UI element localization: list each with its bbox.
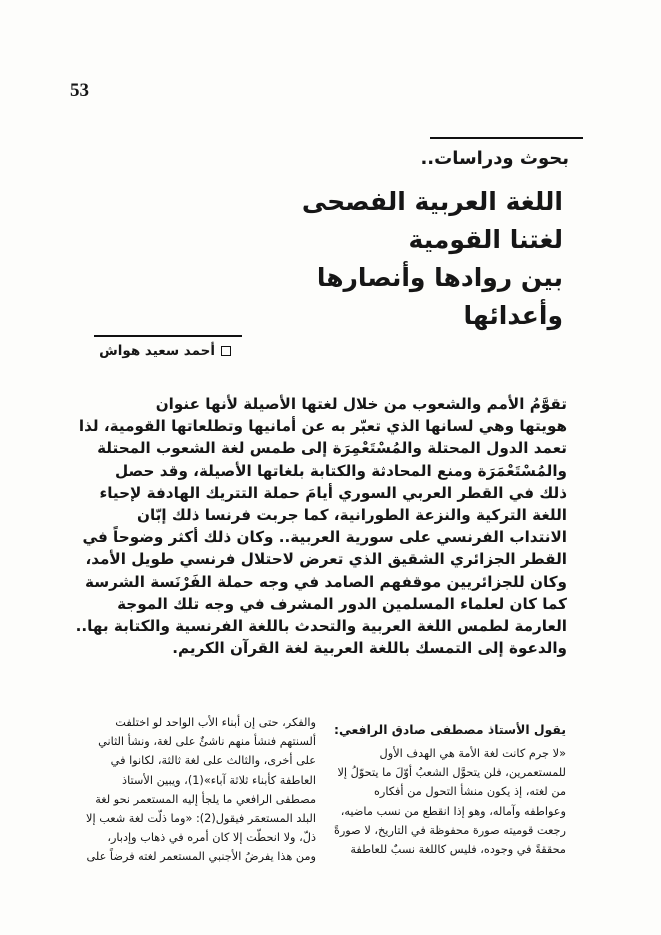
lead-line: كما كان لعلماء المسلمين الدور المشرف في وجه تلك الموجة: [117, 594, 567, 613]
lead-line: العارمة لطمس اللغة العربية والتحدث باللغة الفرنسية والكتابة بها..: [75, 617, 567, 636]
lead-line: وكان للجزائريين موقفهم الصامد في وجه حملة الفَرْنَسة الشرسة: [84, 572, 567, 591]
lead-line: تقوَّمُ الأمم والشعوب من خلال لغتها الأصيلة لأنها عنوان: [155, 395, 567, 413]
page-number: 53: [70, 80, 89, 101]
section-label: بحوث ودراسات..: [420, 148, 569, 169]
headline-line: اللغة العربية الفصحى: [301, 187, 563, 216]
right-column: [333, 721, 566, 859]
column-line: من لغته، إذ يكون منشأ التحول من أفكاره: [373, 785, 566, 799]
column-line: مصطفى الرافعي ما يلجأ إليه المستعمر نحو لغة: [95, 792, 316, 806]
lead-line: القطر الجزائري الشقيق الذي تعرض لاحتلال فرنسي طويل الأمد،: [85, 550, 567, 569]
column-line: البلد المستعمَر فيقول(2): «وما ذلّت لغة شعب إلا: [86, 812, 316, 826]
headline-line: وأعدائها: [463, 301, 563, 330]
lead-line: هويتها وهي لسانها الذي تعبّر به عن أمانيها وتطلعاتها القومية، لذا: [78, 417, 567, 436]
article-headline: [203, 183, 563, 335]
column-line: ألسنتهم فنشأ منهم ناشئٌ على لغة، ونشأ الثاني: [98, 735, 316, 749]
column-line: ذلّ، ولا انحطّت إلا كان أمره في ذهاب وإدبار،: [107, 831, 316, 845]
lead-line: والمُسْتَعْمَرَة ومنع المحادثة والكتابة بلغاتها الأصيلة، وقد حصل: [114, 461, 567, 480]
author-name: أحمد سعيد هواش: [99, 343, 215, 359]
headline-line: لغتنا القومية: [408, 225, 563, 254]
lead-line: تعمد الدول المحتلة والمُسْتَعْمِرَة إلى طمس لغة الشعوب المحتلة: [97, 439, 567, 458]
square-bullet-icon: [221, 346, 231, 356]
column-line: العاطفة كأبناء ثلاثة آباء»(1)، ويبين الأستاذ: [122, 773, 316, 787]
author-byline: [31, 343, 231, 359]
column-line: محققةً في وجوده، فليس كاللغة نسبٌ للعاطفة: [350, 843, 566, 857]
lead-line: ذلك في القطر العربي السوري أيامَ حملة التتريك الهادفة لإحياء: [99, 483, 567, 502]
section-rule: [430, 137, 583, 139]
lead-line: الانتداب الفرنسي على سورية العربية.. وكان ذلك أكثر وضوحاً في: [82, 528, 567, 547]
headline-line: بين روادها وأنصارها: [316, 263, 563, 292]
lead-paragraph: [75, 393, 567, 659]
column-heading: يقول الأستاذ مصطفى صادق الرافعي:: [334, 722, 566, 737]
column-line: ومن هذا يفرضُ الأجنبي المستعمر لغته فرضاً على: [86, 850, 316, 864]
column-line: للمستعمرين، فلن يتحوَّل الشعبُ أوّلَ ما يتحوّلُ إلا: [337, 766, 566, 780]
author-rule: [94, 335, 242, 337]
column-line: وعواطفه وآماله، وهو إذا انقطع من نسب ماضيه،: [340, 804, 566, 818]
column-line: «لا جرم كانت لغة الأمة هي الهدف الأول: [379, 747, 566, 760]
lead-line: اللغة التركية والنزعة الطورانية، كما جربت فرنسا ذلك إبّان: [137, 506, 567, 525]
column-line: على أخرى، والثالث على لغة ثالثة، لكانوا في: [110, 754, 316, 768]
left-column: [84, 713, 316, 867]
column-line: والفكر، حتى إن أبناء الأب الواحد لو اختلفت: [115, 716, 316, 729]
lead-line: والدعوة إلى التمسك باللغة العربية لغة القرآن الكريم.: [172, 639, 567, 658]
column-line: رجعت قوميته صورة محفوظة في التاريخ، لا صورةً: [333, 823, 566, 837]
